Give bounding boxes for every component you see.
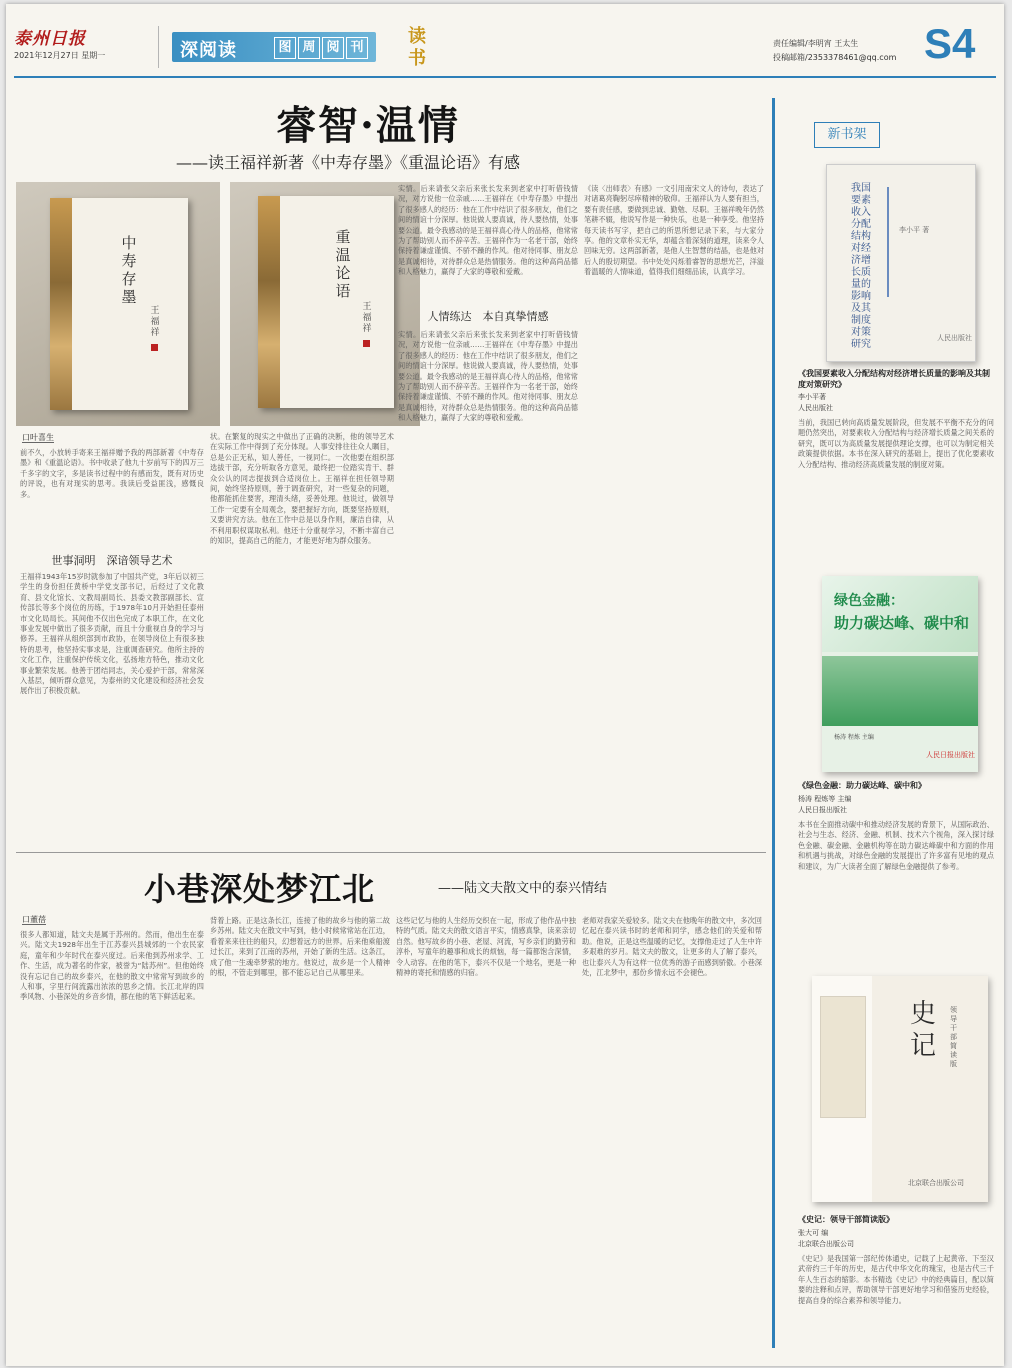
article2-subtitle: ——陆文夫散文中的泰兴情结 [438, 881, 608, 896]
section-category: 读书 [408, 26, 426, 69]
section-banner [172, 32, 376, 62]
banner-box: 刊 [346, 37, 368, 59]
article2-col1: 很多人都知道，陆文夫是属于苏州的。然而，他出生在泰兴。陆文夫1928年出生于江苏泰兴县城郊的一个农民家庭，童年和少年时代在泰兴度过。后来他到苏州求学、工作、生活，成为著名的作家，被誉为“陆苏州”。但他始终没有忘记自己的故乡泰兴，在他的散文中常常写到故乡的人和事，字里行间流露出浓浓的思乡之情。长江北岸的四季风物、小巷深处的乡音乡情，都在他的笔下鲜活起来。 [20, 930, 204, 1002]
masthead-rule [14, 76, 996, 78]
book-cover-2 [822, 576, 978, 772]
book1-blurb: 当前，我国已转向高质量发展阶段，但发展不平衡不充分的问题仍然突出，对要素收入分配结构与经济增长质量之间关系的研究，既可以为高质量发展提供理论支撑，也可以为制定相关政策提供依据。本书在深入研究的基础上，提出了优化要素收入分配结构、推动经济高质量发展的制度对策。 [798, 418, 994, 469]
cover3-title: 史记 [909, 999, 936, 1061]
book2-blurb: 本书在全面推动碳中和推动经济发展的背景下，从国际政治、社会与生态、经济、金融、机制、技术六个视角，深入探讨绿色金融、碳金融、金融机构等在助力碳达峰碳中和方面的作用和机遇与挑战，对绿色金融的发展提出了许多富有见地的观点和建议，为广大读者全面了解绿色金融提供了参考。 [798, 820, 994, 871]
article-divider [16, 852, 766, 853]
article1-section2: 人情练达 本自真挚情感 [427, 310, 549, 323]
book1-title: 中寿存墨 [121, 234, 137, 306]
article2-col2: 背着上路。正是这条长江，连接了他的故乡与他的第二故乡苏州。陆文夫在散文中写到，他小时候常常站在江边，看着来来往往的船只，幻想着远方的世界。后来他乘船渡过长江，来到了江南的苏州，开始了新的生活。这条江，成了他一生魂牵梦萦的地方。他说过，故乡是一个人精神的根，不管走到哪里，都不能忘记自己从哪里来。 [210, 916, 390, 978]
cover3-publisher: 北京联合出版公司 [908, 1179, 964, 1187]
book2-publisher: 人民日报出版社 [798, 806, 847, 814]
article1-section1: 世事洞明 深谙领导艺术 [51, 554, 173, 567]
article1-col1-top: 前不久，小放转手寄来王福祥赠予我的两部新著《中寿存墨》和《重温论语》。书中收录了他九十岁前写下的四万三千多字的文字，多是读书过程中的有感而发，既有对历史的评说，也有对现实的思考。我读后受益匪浅，感慨良多。 [20, 448, 204, 499]
book1-caption: 《我国要素收入分配结构对经济增长质量的影响及其制度对策研究》 [798, 369, 990, 389]
cover2-title: 绿色金融： [834, 593, 904, 609]
article1-col3: 实情。后来请张父亲后来张长发来到老家中打听借钱情况，对方说他一位亲戚……王福祥在《中寿存墨》中提出了很多感人的经历：他在工作中结识了很多朋友，他们之间的情谊十分深厚。他说做人要真诚，待人要热情，处事要公道。最令我感动的是王福祥真心待人的品格，他常常为了帮助别人而不辞辛苦。王福祥作为一名老干部，始终保持着谦虚谨慎、不骄不躁的作风。他对待同事、朋友总是真诚相待，对待群众总是热情服务。他的这种高尚品德和人格魅力，赢得了大家的尊敬和爱戴。 [398, 330, 578, 423]
book2-title: 重温论语 [335, 228, 351, 300]
article1-col4: 《读〈出师表〉有感》一文引用南宋文人的诗句，表达了对诸葛亮鞠躬尽瘁精神的敬仰。王福祥认为人要有担当，要有责任感，要做到忠诚、勤勉、尽职。王福祥晚年仍然笔耕不辍，他说写作是一种快乐，也是一种享受。他坚持每天读书写字，把自己的所思所想记录下来，与大家分享。他的文章朴实无华，却蕴含着深刻的道理，读来令人回味无穷。这两部新著，是他人生智慧的结晶，也是他对后人的殷切期望。书中处处闪烁着睿智的思想光芒，洋溢着温暖的人情味道，值得我们细细品读，认真学习。 [584, 184, 764, 277]
book2-author: 杨涛 程炼等 主编 [798, 795, 852, 803]
cover1-title: 我国要素收入分配结构对经济增长质量的影响及其制度对策研究 [851, 183, 871, 350]
book3-caption: 《史记：领导干部简读版》 [798, 1215, 894, 1224]
cover2-author: 杨涛 程炼 主编 [834, 734, 874, 741]
book3-publisher: 北京联合出版公司 [798, 1240, 854, 1248]
article2-col4: 老师对我家关爱较多。陆文夫在他晚年的散文中，多次回忆起在泰兴读书时的老师和同学，感念他们的关爱和帮助。他说，正是这些温暖的记忆，支撑他走过了人生中许多艰难的岁月。陆文夫的散文，让更多的人了解了泰兴，也让泰兴人为有这样一位优秀的游子而感到骄傲。小巷深处，江北梦中，那份乡情永远不会褪色。 [582, 916, 762, 978]
book3-author: 张大可 编 [798, 1229, 829, 1237]
article1-col2: 状。在繁复的现实之中做出了正确的决断，他的领导艺术在实际工作中得到了充分体现。人事安排往往众人瞩目，总是公正无私，知人善任，一视同仁。一次他要在组织部选拔干部，充分听取各方意见，最终把一位踏实肯干、群众公认的同志提拔到合适岗位上。王福祥在担任领导期间，始终坚持原则，善于调查研究，对一些复杂的问题，他都能抓住要害，理清头绪，妥善处理。他说过，做领导工作一定要有全局观念，要把握好方向，既要坚持原则，又要讲究方法。他在工作中总是以身作则，廉洁自律，从不利用职权谋取私利。他还十分重视学习，不断丰富自己的知识，提高自己的能力，才能更好地为群众服务。 [210, 432, 394, 546]
cover1-publisher: 人民出版社 [937, 334, 972, 342]
issue-date: 2021年12月27日 星期一 [14, 51, 106, 60]
book1-author: 王福祥 [150, 306, 160, 338]
book1-photo [16, 182, 220, 426]
article1-col1: 王福祥1943年15岁时就参加了中国共产党，3年后以初三学生的身份担任黄桥中学党支部书记，后经过了文化教育、县文化馆长、文教局副局长、县委文教部副部长、宣传部长等多个岗位的历练，于1978年10月开始担任泰州市文化局局长。其间他不仅出色完成了本职工作，在文化事业发展中做出了很多贡献，而且十分重视自身的学习与修养。王福祥从组织部到市政协，在领导岗位上有很多独特的思考，他坚持实事求是，注重调查研究。他所主持的文化工作，注重保护传统文化，弘扬地方特色，推动文化事业繁荣发展。他善于团结同志，关心爱护干部，常常深入基层，倾听群众意见，为泰州的文化建设和经济社会发展作出了积极贡献。 [20, 572, 204, 696]
cover3-subtitle: 领导干部简读版 [950, 1006, 957, 1068]
banner-box: 阅 [322, 37, 344, 59]
seal-mark [363, 340, 370, 347]
sidebar-rule [772, 98, 775, 1348]
seal-mark [151, 344, 158, 351]
newspaper-logo: 泰州日报 [14, 29, 86, 49]
book1-author: 李小平著 [798, 393, 826, 401]
newspaper-page [6, 4, 1004, 1366]
book2-cover [258, 196, 394, 408]
book2-caption: 《绿色金融：助力碳达峰、碳中和》 [798, 781, 926, 790]
editor-line: 责任编辑/李明宵 王太生 [773, 39, 859, 48]
article2-title: 小巷深处梦江北 [144, 870, 376, 908]
book1-publisher: 人民出版社 [798, 404, 833, 412]
article1-col3-top: 实情。后来请张父亲后来张长发来到老家中打听借钱情况，对方说他一位亲戚……王福祥在《中寿存墨》中提出了很多感人的经历：他在工作中结识了很多朋友，他们之间的情谊十分深厚。他说做人要真诚，待人要热情，处事要公道。最令我感动的是王福祥真心待人的品格，他常常为了帮助别人而不辞辛苦。王福祥作为一名老干部，始终保持着谦虚谨慎、不骄不躁的作风。他对待同事、朋友总是真诚相待，对待群众总是热情服务。他的这种高尚品德和人格魅力，赢得了大家的尊敬和爱戴。 [398, 184, 578, 277]
article2-byline: 口董蓓 [22, 915, 46, 924]
cover2-publisher: 人民日报出版社 [926, 751, 975, 759]
banner-box: 图 [274, 37, 296, 59]
cover1-author: 李小平 著 [899, 226, 930, 234]
banner-box: 周 [298, 37, 320, 59]
book-cover-1 [826, 164, 976, 362]
masthead-divider [158, 26, 159, 68]
book2-photo [230, 182, 420, 426]
book1-cover [50, 198, 188, 410]
page-number: S4 [924, 20, 976, 67]
book2-author: 王福祥 [362, 302, 372, 334]
book3-blurb: 《史记》是我国第一部纪传体通史，记载了上起黄帝、下至汉武帝约三千年的历史，是古代中华文化的瑰宝，也是古代三千年人生百态的缩影。本书精选《史记》中的经典篇目，配以简要的注释和点评，帮助领导干部更好地学习和借鉴历史经验，提高自身的综合素养和领导能力。 [798, 1254, 994, 1305]
new-books-header: 新书架 [814, 122, 880, 148]
article1-byline: 口叶喜生 [22, 433, 54, 442]
email-line: 投稿邮箱/2353378461@qq.com [773, 53, 897, 62]
book-cover-3 [812, 976, 988, 1202]
article1-title: 睿智·温情 [276, 102, 460, 149]
article2-col3: 这些记忆与他的人生经历交织在一起，形成了他作品中独特的气质。陆文夫的散文语言平实，情感真挚，读来亲切自然。他写故乡的小巷、老屋、河流，写乡亲们的勤劳和淳朴，写童年的趣事和成长的烦恼，每一篇都饱含深情，令人动容。在他的笔下，泰兴不仅是一个地名，更是一种精神的寄托和情感的归宿。 [396, 916, 576, 978]
cover2-subtitle: 助力碳达峰、碳中和 [834, 614, 970, 632]
banner-title: 深阅读 [180, 40, 237, 61]
article1-subtitle: ——读王福祥新著《中寿存墨》《重温论语》有感 [176, 153, 521, 172]
banner-boxes [274, 37, 368, 59]
